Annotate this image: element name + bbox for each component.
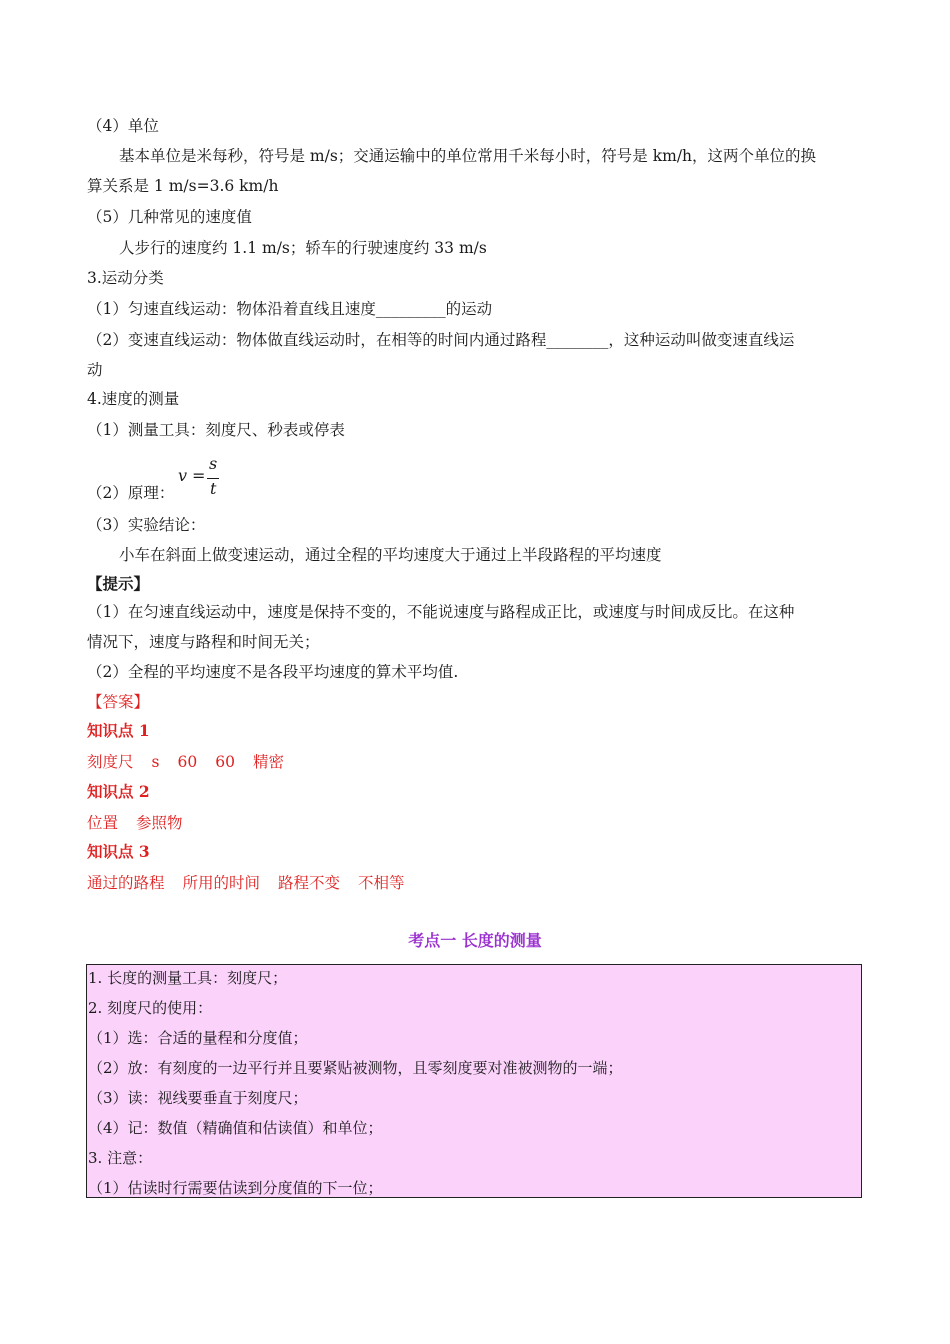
formula-denominator: t xyxy=(210,479,217,498)
text-line: （4）单位 xyxy=(87,117,159,135)
text-line: （5）几种常见的速度值 xyxy=(87,208,252,226)
text-line: 情况下，速度与路程和时间无关； xyxy=(87,633,320,651)
knowledge-point-answers xyxy=(87,752,863,772)
knowledge-point-title: 知识点 3 xyxy=(87,842,150,861)
section-heading: 3.运动分类 xyxy=(87,269,164,287)
text-line: 算关系是 1 m/s=3.6 km/h xyxy=(87,177,279,195)
text-line: （1）在匀速直线运动中，速度是保持不变的，不能说速度与路程成正比，或速度与时间成反比。在这种 xyxy=(87,603,795,621)
knowledge-point-answers xyxy=(87,873,863,893)
answer-item: 所用的时间 xyxy=(182,874,261,892)
answer-heading: 【答案】 xyxy=(87,693,150,711)
formula-lhs: v xyxy=(178,466,188,485)
answer-item: 60 xyxy=(215,753,235,771)
answer-item: 精密 xyxy=(252,753,284,771)
text-line: （1）测量工具：刻度尺、秒表或停表 xyxy=(87,421,345,439)
text-line: （2）变速直线运动：物体做直线运动时，在相等的时间内通过路程________，这种运动叫做变速直线运 xyxy=(87,331,795,349)
text-line: （2）全程的平均速度不是各段平均速度的算术平均值. xyxy=(87,663,459,681)
answer-item: 刻度尺 xyxy=(87,753,134,771)
hint-heading: 【提示】 xyxy=(87,574,150,593)
text-line: （2）原理： xyxy=(87,484,175,502)
formula-numerator: s xyxy=(209,454,218,473)
exam-point-title: 考点一 长度的测量 xyxy=(408,931,542,950)
text-line: （3）实验结论： xyxy=(87,516,206,534)
box-line: （3）读：视线要垂直于刻度尺； xyxy=(88,1089,308,1107)
text-line: （1）匀速直线运动：物体沿着直线且速度_________的运动 xyxy=(87,300,493,318)
knowledge-point-answers xyxy=(87,813,863,833)
summary-box xyxy=(86,964,862,1198)
answer-item: 位置 xyxy=(87,814,119,832)
box-line: （1）估读时行需要估读到分度值的下一位； xyxy=(88,1179,383,1197)
section-heading: 4.速度的测量 xyxy=(87,390,180,408)
knowledge-point-title: 知识点 1 xyxy=(87,721,150,740)
formula-equals: = xyxy=(192,466,206,485)
answer-item: 参照物 xyxy=(136,814,183,832)
box-line: 3. 注意： xyxy=(88,1149,153,1167)
box-line: 2. 刻度尺的使用： xyxy=(88,999,213,1017)
box-line: （4）记：数值（精确值和估读值）和单位； xyxy=(88,1119,383,1137)
answer-item: 60 xyxy=(177,753,198,771)
answer-item: 路程不变 xyxy=(278,874,341,892)
text-line: 基本单位是米每秒，符号是 m/s；交通运输中的单位常用千米每小时，符号是 km/h，这两个单位的换 xyxy=(119,147,817,165)
text-line: 小车在斜面上做变速运动，通过全程的平均速度大于通过上半段路程的平均速度 xyxy=(119,546,662,564)
answer-item: 通过的路程 xyxy=(87,874,165,892)
box-line: 1. 长度的测量工具：刻度尺； xyxy=(88,969,288,987)
knowledge-point-title: 知识点 2 xyxy=(87,782,150,801)
box-line: （1）选：合适的量程和分度值； xyxy=(88,1029,308,1047)
answer-item: 不相等 xyxy=(358,874,405,892)
text-line: 人步行的速度约 1.1 m/s；轿车的行驶速度约 33 m/s xyxy=(119,239,487,257)
box-line: （2）放：有刻度的一边平行并且要紧贴被测物，且零刻度要对准被测物的一端； xyxy=(88,1059,623,1077)
text-line: 动 xyxy=(87,361,103,379)
answer-item: s xyxy=(151,753,160,771)
